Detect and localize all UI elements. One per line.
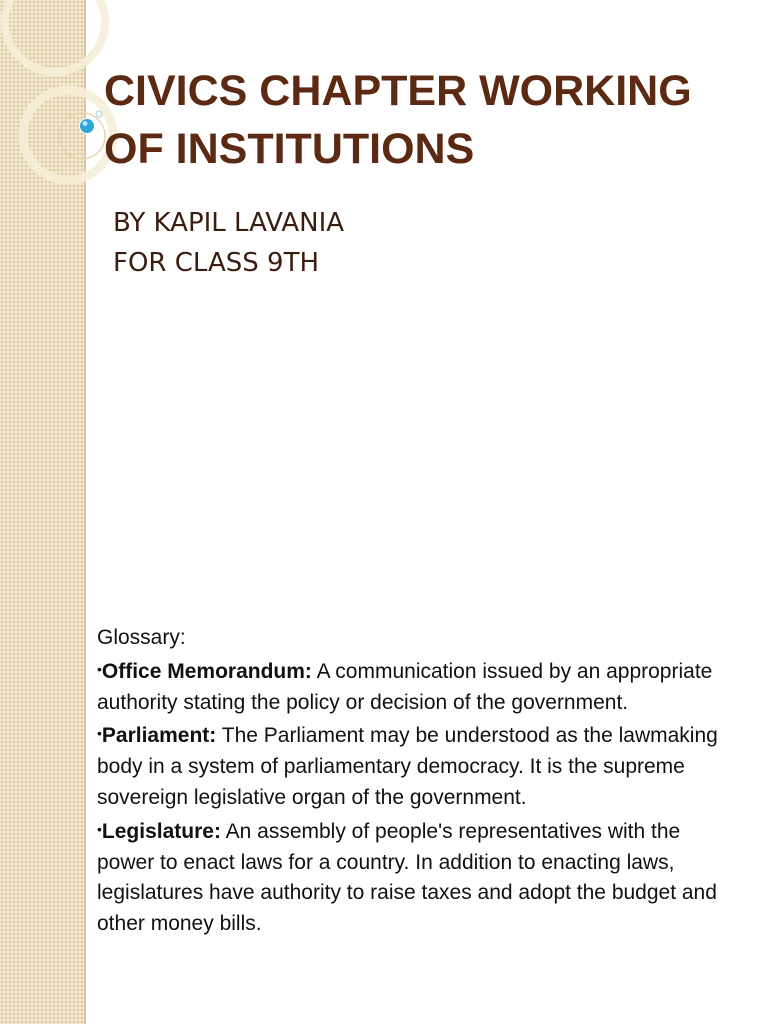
glossary-term: Parliament: (101, 724, 217, 748)
slide-title: CIVICS CHAPTER WORKING OF INSTITUTIONS (104, 67, 692, 173)
slide-subtitle (113, 203, 344, 283)
glossary-definition: The Parliament may be understood as the lawmaking body in a system of parliamentary democracy. It is the supreme sovereign legislative organ of the government. (97, 724, 718, 809)
glossary-term: Legislature: (101, 819, 221, 843)
glossary-definition: A communication issued by an appropriate authority stating the policy or decision of the government. (97, 659, 713, 714)
bullet-icon: • (97, 725, 102, 742)
glossary-entry (97, 654, 737, 719)
glossary-definition: An assembly of people's representatives with the power to enact laws for a country. In addition to enacting laws, legislatures have authority to raise taxes and adopt the budget and other money bills. (97, 819, 717, 936)
glossary-entry (97, 718, 737, 813)
glossary-term: Office Memorandum: (101, 659, 312, 683)
glossary-heading: Glossary: (97, 626, 186, 649)
glossary-entry (97, 814, 737, 940)
glossary-section (97, 623, 737, 940)
subtitle-class: FOR CLASS 9TH (113, 248, 320, 278)
subtitle-author: BY KAPIL LAVANIA (113, 208, 345, 238)
bullet-icon: • (97, 820, 102, 837)
bullet-icon: • (97, 660, 102, 677)
